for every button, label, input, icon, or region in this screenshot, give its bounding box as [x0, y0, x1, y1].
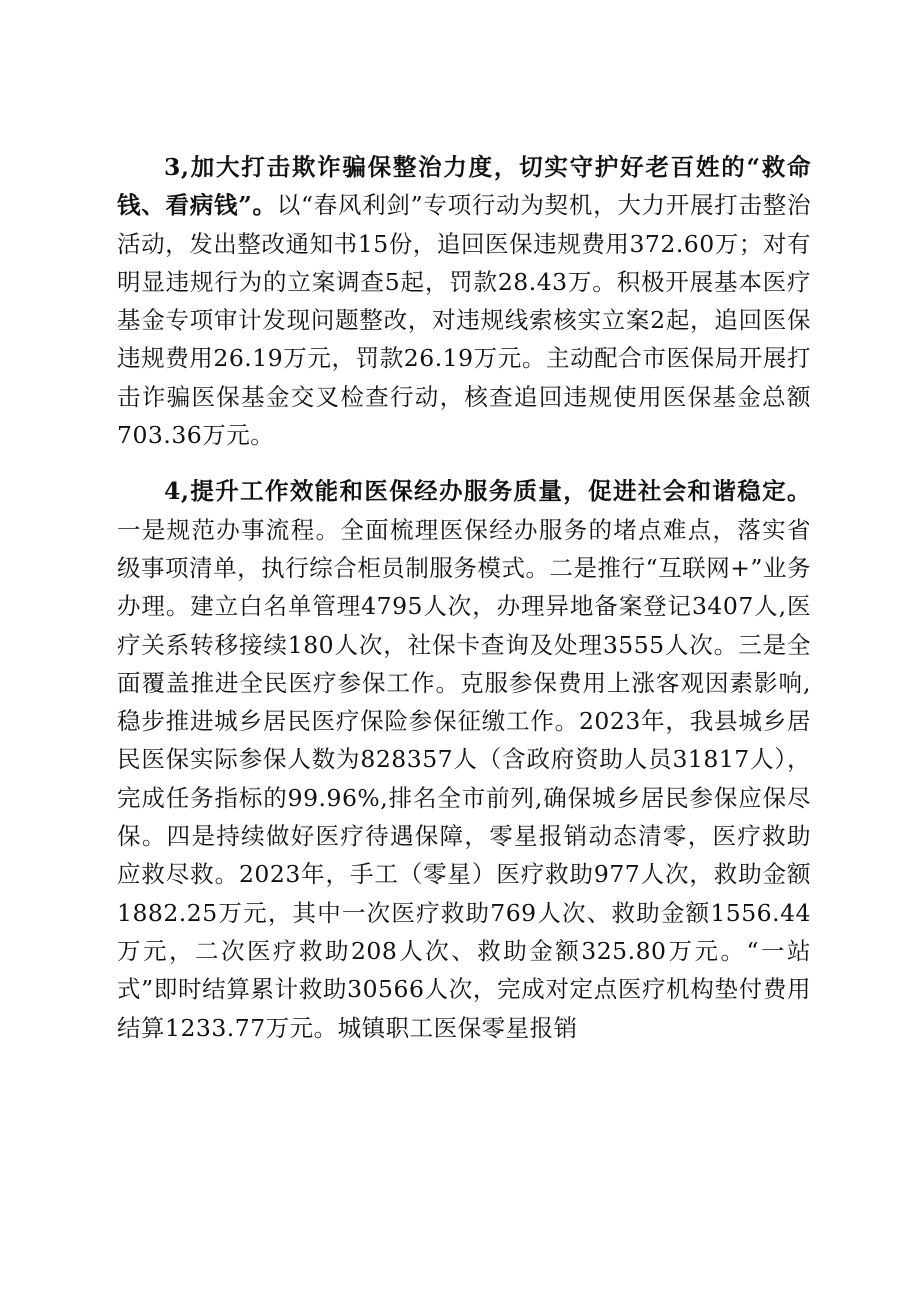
paragraph-3-text: 以“春风利剑”专项行动为契机，大力开展打击整治活动，发出整改通知书15份，追回医保违规费用372.60万；对有明显违规行为的立案调查5起，罚款28.43万。积极开展基本医疗基金专项审计发现问题整改，对违规线索核实立案2起，追回医保违规费用26.19万元，罚款26.19万元。主动配合市医保局开展打击诈骗医保基金交叉检查行动，核查追回违规使用医保基金总额703.36万元。	[117, 191, 811, 450]
paragraph-4-text: 一是规范办事流程。全面梳理医保经办服务的堵点难点，落实省级事项清单，执行综合柜员制服务模式。二是推行“互联网+”业务办理。建立白名单管理4795人次，办理异地备案登记3407人,医疗关系转移接续180人次，社保卡查询及处理3555人次。三是全面覆盖推进全民医疗参保工作。克服参保费用上涨客观因素影响,稳步推进城乡居民医疗保险参保征缴工作。2023年，我县城乡居民医保实际参保人数为828357人（含政府资助人员31817人），完成任务指标的99.96%,排名全市前列,确保城乡居民参保应保尽保。四是持续做好医疗待遇保障，零星报销动态清零，医疗救助应救尽救。2023年，手工（零星）医疗救助977人次，救助金额1882.25万元，其中一次医疗救助769人次、救助金额1556.44万元，二次医疗救助208人次、救助金额325.80万元。“一站式”即时结算累计救助30566人次，完成对定点医疗机构垫付费用结算1233.77万元。城镇职工医保零星报销	[117, 515, 811, 1042]
paragraph-4-heading: 4,提升工作效能和医保经办服务质量，促进社会和谐稳定。	[164, 477, 811, 506]
paragraph-3-heading: 3,加大打击欺诈骗保整治力度，切实守护好老百姓的“救命钱、看病钱”。	[117, 153, 811, 220]
paragraph-3	[117, 148, 811, 454]
document-body	[117, 148, 811, 1047]
paragraph-4	[117, 472, 811, 1046]
